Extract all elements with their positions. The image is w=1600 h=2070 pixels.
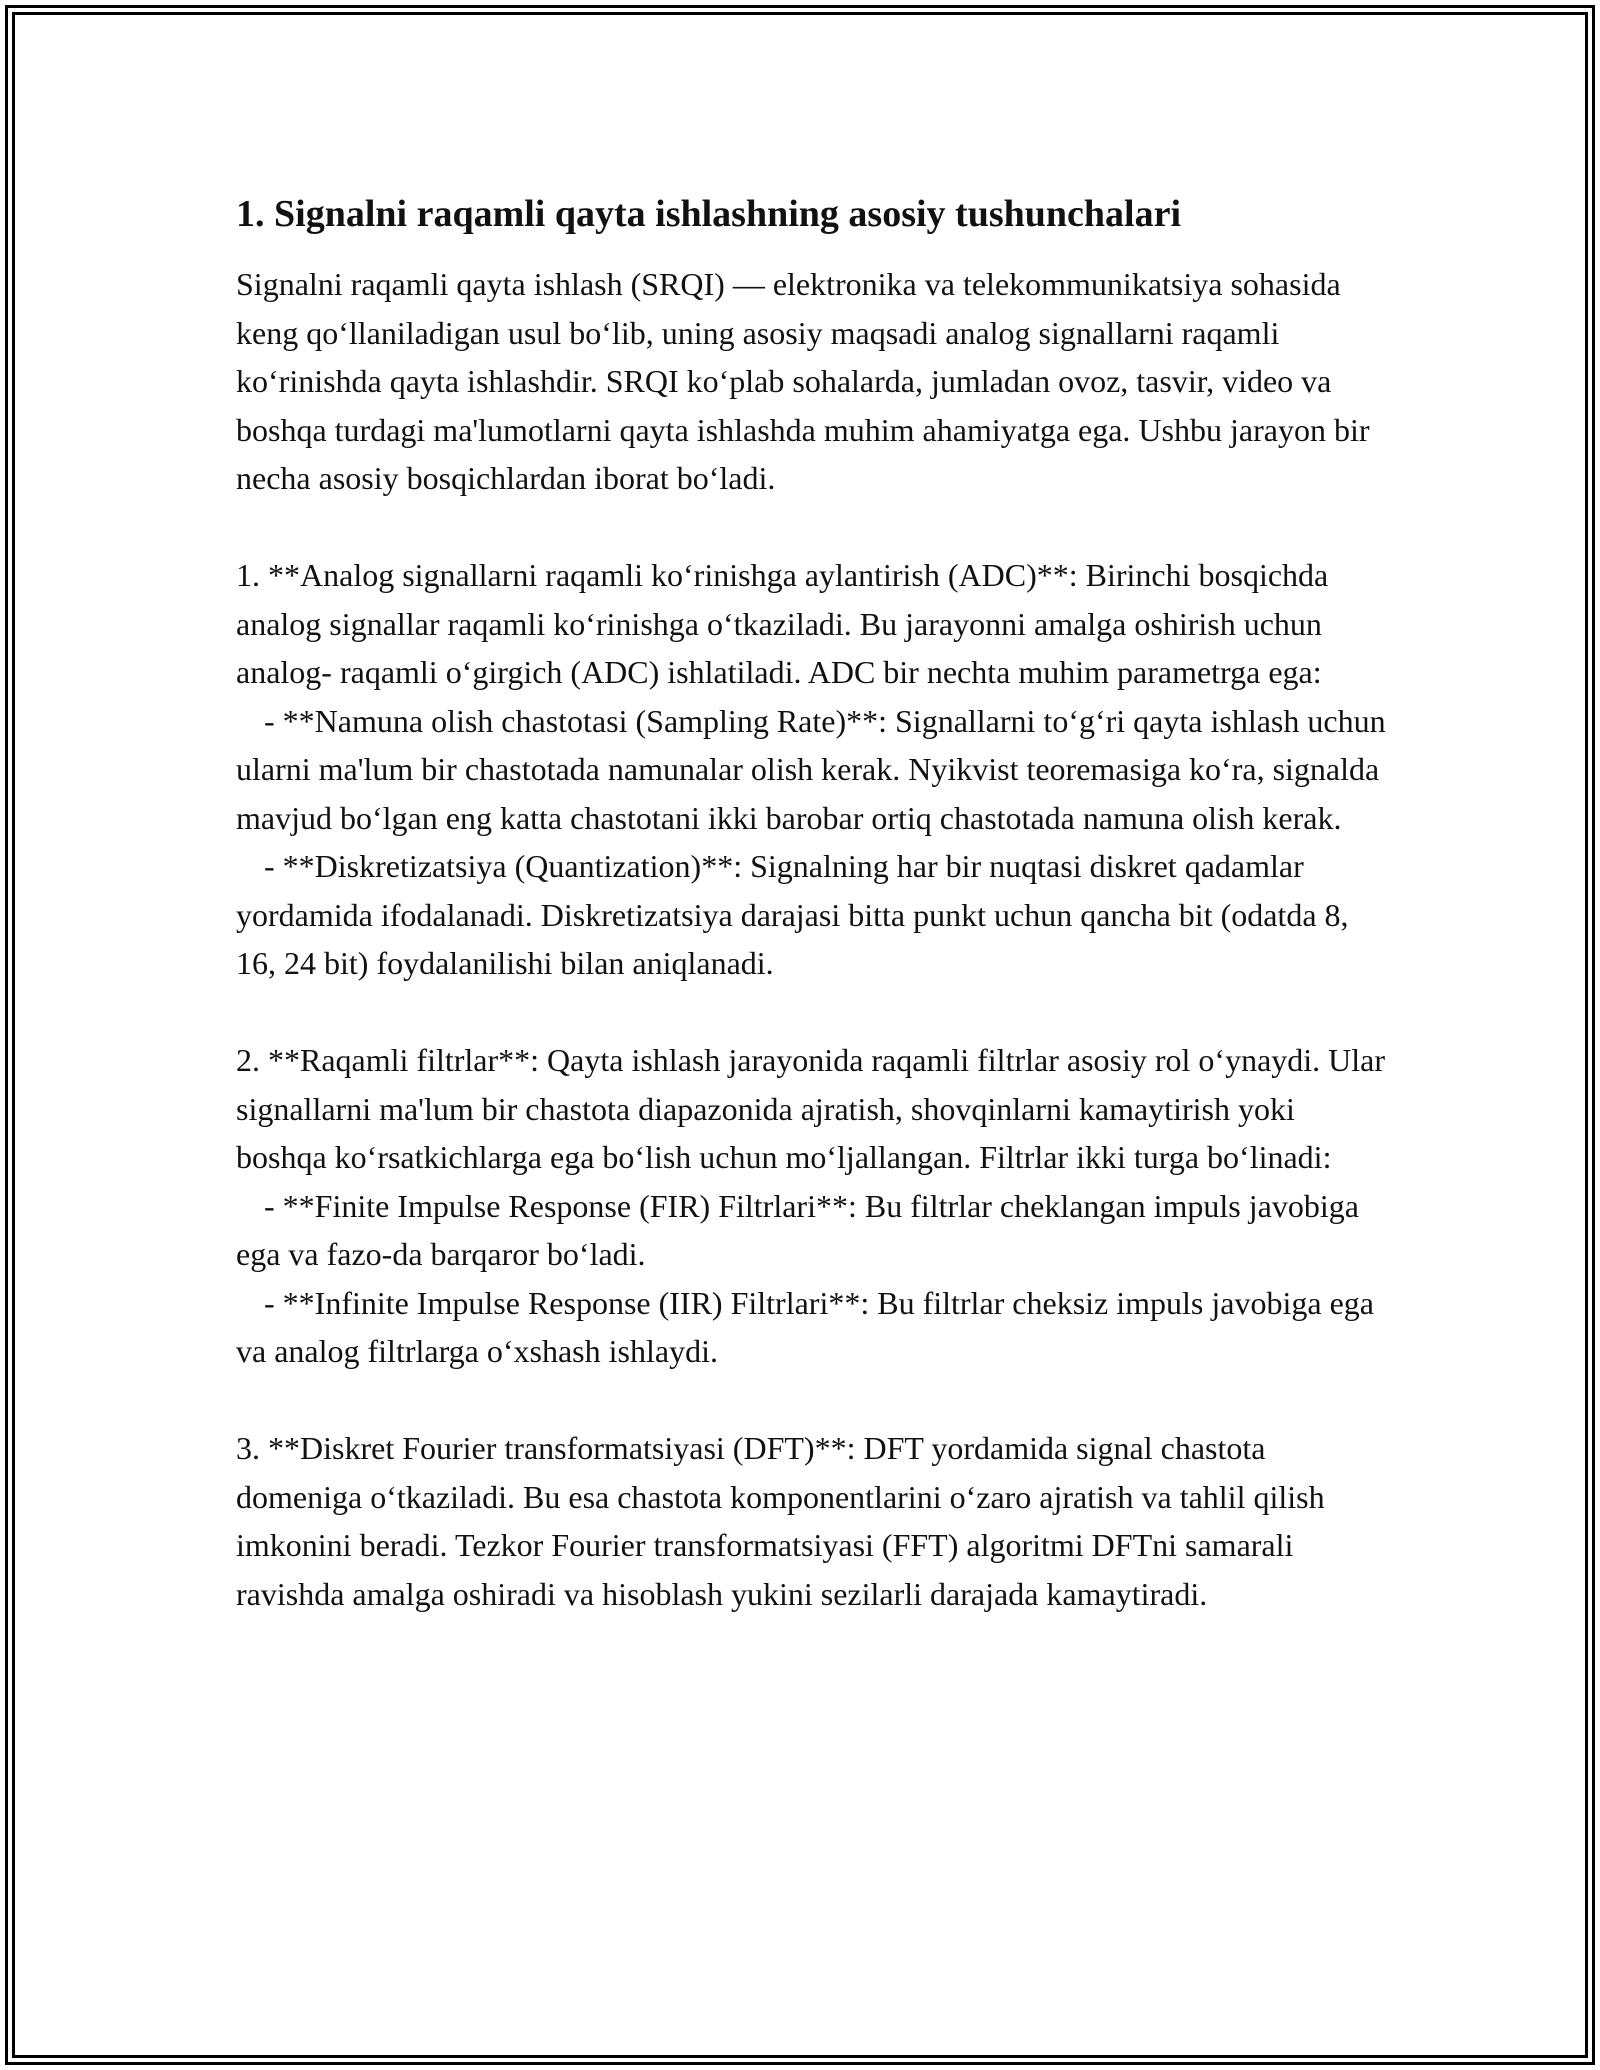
section-adc: 1. **Analog signallarni raqamli ko‘rinishga aylantirish (ADC)**: Birinchi bosqichda analog signallar raqamli ko‘rinishga o‘tkaziladi. Bu jarayonni amalga oshirish uchun analog- raqamli o‘girgich (ADC) ishlatiladi. ADC bir nechta muhim parametrga ega: xyxy=(236,557,1329,690)
list-item-sampling-rate xyxy=(236,697,1386,843)
list-item-text: - **Infinite Impulse Response (IIR) Filtrlari**: Bu filtrlar cheksiz impuls javobiga ega va analog filtrlarga o‘xshash ishlaydi. xyxy=(236,1284,1374,1369)
intro-paragraph: Signalni raqamli qayta ishlash (SRQI) — elektronika va telekommunikatsiya sohasida keng qo‘llaniladigan usul bo‘lib, uning asosiy maqsadi analog signallarni raqamli ko‘rinishda qayta ishlashdir. SRQI ko‘plab sohalarda, jumladan ovoz, tasvir, video va boshqa turdagi ma'lumotlarni qayta ishlashda muhim ahamiyatga ega. Ushbu jarayon bir necha asosiy bosqichlardan iborat bo‘ladi. xyxy=(236,266,1370,496)
list-item-text: - **Diskretizatsiya (Quantization)**: Signalning har bir nuqtasi diskret qadamlar yordamida ifodalanadi. Diskretizatsiya darajasi bitta punkt uchun qancha bit (odatda 8, 16, 24 bit) foydalanilishi bilan aniqlanadi. xyxy=(236,848,1349,981)
list-item-text: - **Namuna olish chastotasi (Sampling Rate)**: Signallarni to‘g‘ri qayta ishlash uchun ularni ma'lum bir chastotada namunalar olish kerak. Nyikvist teoremasiga ko‘ra, signalda mavjud bo‘lgan eng katta chastotani ikki barobar ortiq chastotada namuna olish kerak. xyxy=(236,702,1386,836)
list-item-text: - **Finite Impulse Response (FIR) Filtrlari**: Bu filtrlar cheklangan impuls javobiga ega va fazo-da barqaror bo‘ladi. xyxy=(236,1187,1359,1272)
section-digital-filters: 2. **Raqamli filtrlar**: Qayta ishlash jarayonida raqamli filtrlar asosiy rol o‘ynaydi. Ular signallarni ma'lum bir chastota diapazonida ajratish, shovqinlarni kamaytirish yoki boshqa ko‘rsatkichlarga ega bo‘lish uchun mo‘ljallangan. Filtrlar ikki turga bo‘linadi: xyxy=(236,1042,1386,1175)
paragraph-gap xyxy=(236,1376,1386,1425)
document-body xyxy=(236,186,1386,1618)
paragraph-gap xyxy=(236,988,1386,1037)
list-item-iir xyxy=(236,1279,1386,1376)
list-item-fir xyxy=(236,1182,1386,1279)
paragraph-gap xyxy=(236,503,1386,552)
document-title: 1. Signalni raqamli qayta ishlashning asosiy tushunchalari xyxy=(236,193,1182,235)
section-dft: 3. **Diskret Fourier transformatsiyasi (DFT)**: DFT yordamida signal chastota domeniga o‘tkaziladi. Bu esa chastota komponentlarini o‘zaro ajratish va tahlil qilish imkonini beradi. Tezkor Fourier transformatsiyasi (FFT) algoritmi DFTni samarali ravishda amalga oshiradi va hisoblash yukini sezilarli darajada kamaytiradi. xyxy=(236,1430,1325,1612)
list-item-quantization xyxy=(236,842,1386,988)
